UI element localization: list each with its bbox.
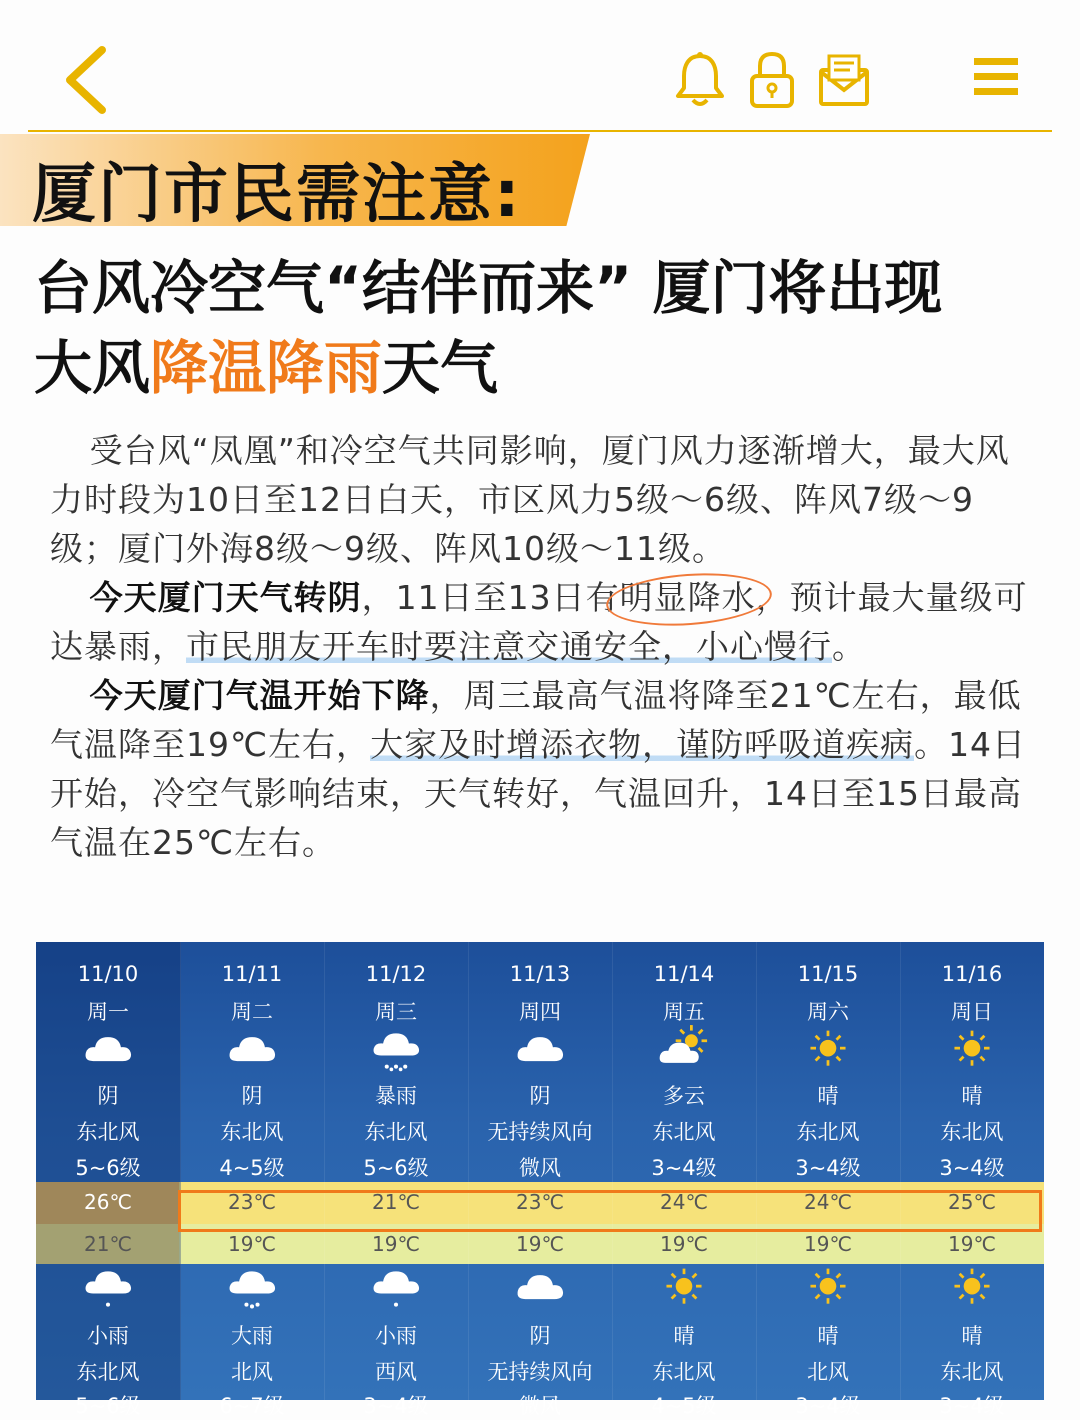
high-temperature: 24℃ [804, 1190, 852, 1214]
light-rain-icon [78, 1264, 138, 1312]
forecast-date: 11/13 [509, 962, 571, 986]
forecast-date: 11/11 [221, 962, 283, 986]
night-wind-level: 5~6级 [75, 1394, 141, 1418]
day-wind-direction: 东北风 [76, 1120, 140, 1144]
forecast-date: 11/10 [77, 962, 139, 986]
forecast-weekday: 周四 [519, 1000, 561, 1024]
heavy-rain-icon [222, 1264, 282, 1312]
forecast-day-column [756, 942, 901, 1418]
paragraph-2 [50, 573, 1030, 671]
cloudy-icon [78, 1026, 138, 1074]
rainstorm-icon [366, 1026, 426, 1074]
night-wind-direction: 北风 [231, 1360, 273, 1384]
forecast-day-column [900, 942, 1045, 1418]
sunny-icon [798, 1026, 858, 1074]
day-weather: 晴 [961, 1084, 983, 1108]
night-weather: 阴 [529, 1324, 551, 1348]
low-temperature: 19℃ [804, 1232, 852, 1256]
forecast-day-column [36, 942, 181, 1418]
forecast-weekday: 周六 [807, 1000, 849, 1024]
forecast-weekday: 周三 [375, 1000, 417, 1024]
bell-icon[interactable] [672, 50, 728, 110]
forecast-date: 11/15 [797, 962, 859, 986]
weather-forecast-table [36, 942, 1044, 1418]
menu-icon[interactable] [972, 56, 1022, 98]
paragraph-1: 受台风“凤凰”和冷空气共同影响，厦门风力逐渐增大，最大风力时段为10日至12日白天，市区风力5级～6级、阵风7级～9级；厦门外海8级～9级、阵风10级～11级。 [50, 431, 1010, 568]
underlined-text: 大家及时增添衣物，谨防呼吸道疾病 [370, 725, 915, 764]
title-highlight: 降温降雨 [150, 334, 383, 402]
night-wind-direction: 北风 [807, 1360, 849, 1384]
partly-cloudy-icon [654, 1026, 714, 1074]
night-wind-level: 3~4级 [939, 1394, 1005, 1418]
night-wind-direction: 东北风 [652, 1360, 716, 1384]
article-body [50, 426, 1030, 867]
forecast-date: 11/14 [653, 962, 715, 986]
night-wind-level: 6~7级 [219, 1394, 285, 1418]
forecast-weekday: 周一 [87, 1000, 129, 1024]
night-weather: 大雨 [231, 1324, 273, 1348]
night-wind-level: 3~4级 [363, 1394, 429, 1418]
text: ，预计最大量级可达暴雨， [50, 578, 1028, 666]
day-wind-direction: 东北风 [652, 1120, 716, 1144]
day-weather: 暴雨 [375, 1084, 417, 1108]
low-temperature: 21℃ [84, 1232, 132, 1256]
day-weather: 阴 [529, 1084, 551, 1108]
text: ，周三最高气温将降至21℃左右，最低气温降至19℃左右， [50, 676, 1022, 764]
paragraph-3 [50, 671, 1030, 867]
text: 。 [832, 627, 866, 666]
day-weather: 多云 [663, 1084, 705, 1108]
article-title-line2 [34, 328, 1064, 408]
night-wind-level: 4~5级 [651, 1394, 717, 1418]
forecast-day-column [180, 942, 325, 1418]
underlined-text: 市民朋友开车时要注意交通安全，小心慢行 [186, 627, 832, 666]
bold-lead: 今天厦门天气转阴 [89, 578, 362, 617]
forecast-weekday: 周日 [951, 1000, 993, 1024]
day-weather: 阴 [97, 1084, 119, 1108]
low-temperature: 19℃ [372, 1232, 420, 1256]
night-wind-direction: 西风 [375, 1360, 417, 1384]
cloudy-icon [222, 1026, 282, 1074]
low-temperature: 19℃ [948, 1232, 996, 1256]
bold-lead: 今天厦门气温开始下降 [89, 676, 430, 715]
forecast-weekday: 周二 [231, 1000, 273, 1024]
forecast-weekday: 周五 [663, 1000, 705, 1024]
forecast-date: 11/16 [941, 962, 1003, 986]
night-weather: 晴 [673, 1324, 695, 1348]
day-weather: 晴 [817, 1084, 839, 1108]
night-wind-level: 微风 [519, 1394, 561, 1418]
text: ，11日至13日有 [361, 578, 620, 617]
day-wind-level: 3~4级 [795, 1156, 861, 1180]
high-temperature: 23℃ [228, 1190, 276, 1214]
sunny-icon [942, 1026, 1002, 1074]
night-wind-direction: 东北风 [940, 1360, 1004, 1384]
sunny-icon [942, 1264, 1002, 1312]
mail-icon[interactable] [818, 50, 870, 110]
day-wind-level: 3~4级 [651, 1156, 717, 1180]
article-title [34, 248, 1064, 408]
cloudy-icon [510, 1264, 570, 1312]
sunny-icon [654, 1264, 714, 1312]
night-weather: 晴 [817, 1324, 839, 1348]
low-temperature: 19℃ [660, 1232, 708, 1256]
day-weather: 阴 [241, 1084, 263, 1108]
high-temperature: 23℃ [516, 1190, 564, 1214]
forecast-day-column [468, 942, 613, 1418]
top-bar [0, 0, 1080, 132]
lock-icon[interactable] [744, 50, 800, 110]
day-wind-level: 4~5级 [219, 1156, 285, 1180]
day-wind-direction: 东北风 [364, 1120, 428, 1144]
forecast-day-column [324, 942, 469, 1418]
day-wind-level: 5~6级 [75, 1156, 141, 1180]
title-text: 天气 [382, 334, 499, 402]
night-weather: 小雨 [375, 1324, 417, 1348]
day-wind-direction: 东北风 [940, 1120, 1004, 1144]
back-arrow-icon[interactable] [60, 44, 120, 114]
cloudy-icon [510, 1026, 570, 1074]
text: 。14日开始，冷空气影响结束，天气转好，气温回升，14日至15日最高气温在25℃左右。 [50, 725, 1027, 862]
day-wind-level: 微风 [519, 1156, 561, 1180]
high-temperature: 26℃ [84, 1190, 132, 1214]
forecast-day-column [612, 942, 757, 1418]
article-title-line1: 台风冷空气“结伴而来” 厦门将出现 [34, 254, 943, 322]
day-wind-direction: 东北风 [220, 1120, 284, 1144]
day-wind-level: 5~6级 [363, 1156, 429, 1180]
night-wind-direction: 无持续风向 [487, 1360, 593, 1384]
night-weather: 晴 [961, 1324, 983, 1348]
night-wind-direction: 东北风 [76, 1360, 140, 1384]
light-rain-icon [366, 1264, 426, 1312]
circled-text: 明显降水 [619, 578, 756, 617]
sunny-icon [798, 1264, 858, 1312]
night-weather: 小雨 [87, 1324, 129, 1348]
header-divider [28, 130, 1052, 132]
night-wind-level: 3~4级 [795, 1394, 861, 1418]
low-temperature: 19℃ [228, 1232, 276, 1256]
title-text: 大风 [34, 334, 151, 402]
high-temp-highlight-box [178, 1190, 1042, 1232]
day-wind-direction: 东北风 [796, 1120, 860, 1144]
high-temperature: 21℃ [372, 1190, 420, 1214]
tag-banner-text: 厦门市民需注意: [32, 158, 522, 232]
high-temperature: 24℃ [660, 1190, 708, 1214]
forecast-date: 11/12 [365, 962, 427, 986]
high-temperature: 25℃ [948, 1190, 996, 1214]
day-wind-level: 3~4级 [939, 1156, 1005, 1180]
day-wind-direction: 无持续风向 [487, 1120, 593, 1144]
low-temperature: 19℃ [516, 1232, 564, 1256]
